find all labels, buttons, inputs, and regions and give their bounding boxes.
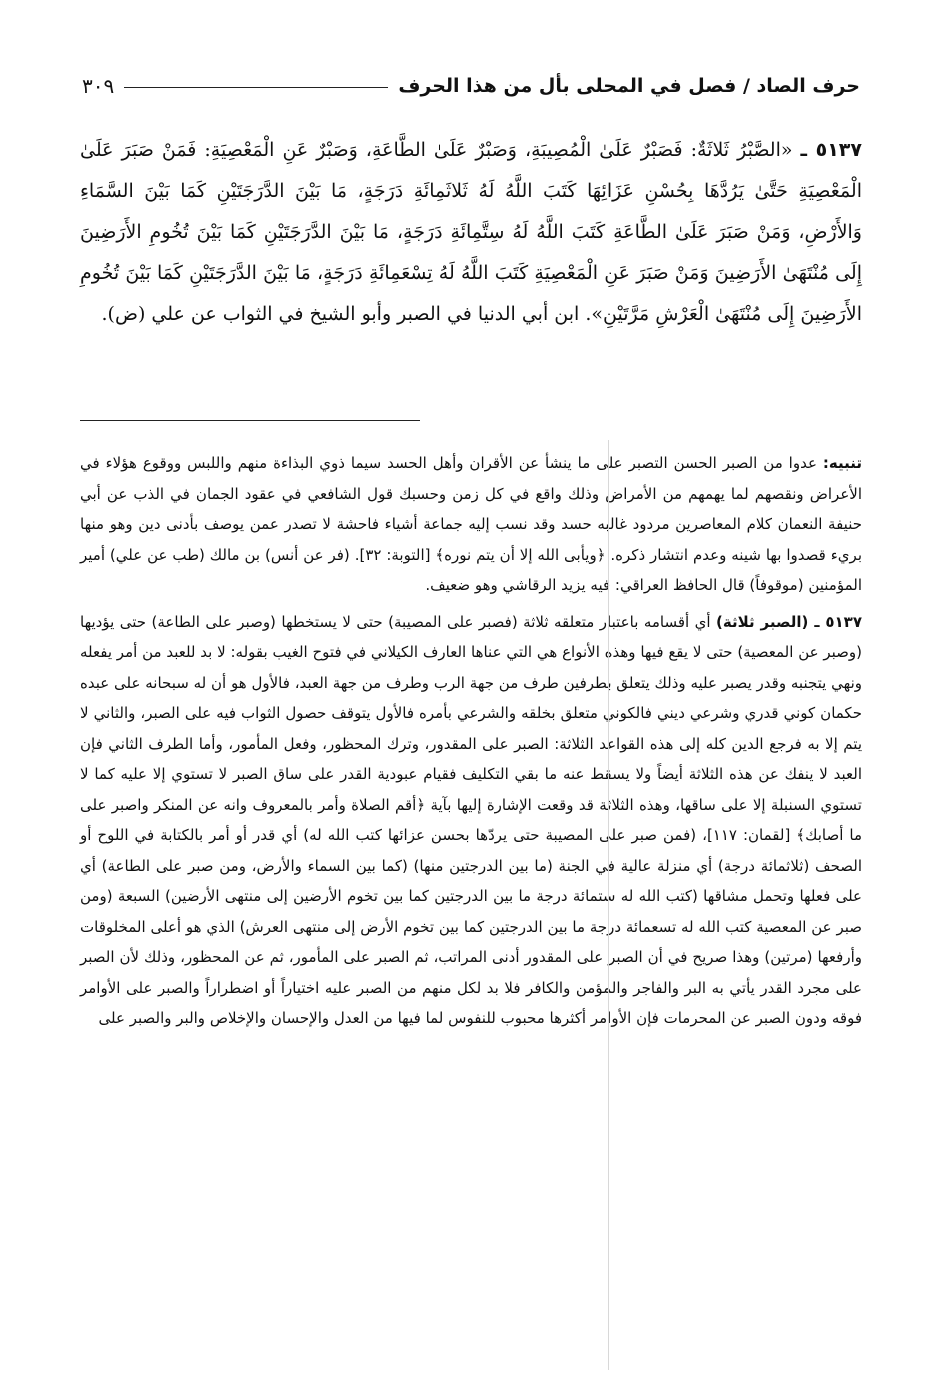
hadith-source: ابن أبي الدنيا في الصبر وأبو الشيخ في الثواب عن علي (ض). (101, 303, 580, 325)
explanation-text: أي أقسامه باعتبار متعلقه ثلاثة (فصبر على المصيبة) حتى لا يستخطها (وصبر على الطاعة) حتى يؤديها (وصبر عن المعصية) حتى لا يقع فيها وهذه الأنواع هي التي عناها العارف الكيلاني في فتوح الغيب بقوله: لا بد للعبد من أمر يفعله ونهي يتجنبه وقدر يصبر عليه وذلك يتعلق بطرفين طرف من جهة الرب وطرف من جهة العبد، فالأول هو أن له سبحانه على عبده حكمان كوني قدري وشرعي ديني فالكوني متعلق بخلقه والشرعي بأمره فالأول يتوقف حصول الثواب فيه على الصبر، والثاني لا يتم إلا به فرجع الدين كله إلى هذه القواعد الثلاثة: الصبر على المقدور، وترك المحظور، وفعل المأمور، وأما الطرف الثاني فإن العبد لا ينفك عن هذه الثلاثة أيضاً ولا يسقط عنه ما بقي التكليف فقيام عبودية القدر على ساق الصبر لا تستوي إلا عليه كما لا تستوي السنبلة إلا على ساقها، وهذه الثلاثة قد وقعت الإشارة إليها بآية ﴿أقم الصلاة وأمر بالمعروف وانه عن المنكر واصبر على ما أصابك﴾ [لقمان: ١١٧]، (فمن صبر على المصيبة حتى يردّها بحسن عزائها كتب الله له) أي قدر أو أمر بالكتابة في اللوح أو الصحف (ثلاثمائة درجة) أي منزلة عالية في الجنة (ما بين الدرجتين منها) (كما بين السماء والأرض، ومن صبر على الطاعة) أي على فعلها وتحمل مشاقها (كتب الله له ستمائة درجة ما بين الدرجتين كما بين تخوم الأرضين إلى منتهى الأرضين) السبعة (ومن صبر عن المعصية كتب الله له تسعمائة درجة ما بين الدرجتين كما بين تخوم الأرض إلى منتهى العرش) الذي هو أعلى المخلوقات وأرفعها (مرتين) وهذا صريح في أن الصبر على المقدور أدنى المراتب، ثم الصبر على المأمور، ثم عن المحظور، وذلك لأن الصبر على مجرد القدر يأتي به البر والفاجر والمؤمن والكافر فلا بد لكل منهم من الصبر عليه اختياراً أو اضطراراً والصبر على الأوامر فوقه ودون الصبر عن المحرمات فإن الأوامر أكثرها محبوب للنفوس لما فيها من العدل والإحسان والإخلاص والبر والصبر على (80, 612, 862, 1027)
scan-fold-line (608, 440, 609, 1370)
header-rule (124, 87, 388, 88)
hadith-text-block (80, 130, 862, 335)
running-header (82, 66, 860, 106)
hadith-number: ٥١٣٧ ـ (800, 139, 862, 161)
commentary-explanation-paragraph (80, 607, 862, 1034)
header-title: حرف الصاد / فصل في المحلى بأل من هذا الحرف (398, 75, 860, 97)
footnote-separator (80, 420, 420, 421)
commentary-note-paragraph (80, 448, 862, 601)
commentary-block (80, 448, 862, 1034)
page-number: ٣٠٩ (82, 74, 115, 98)
note-text: عدوا من الصبر الحسن التصبر على ما ينشأ عن الأقران وأهل الحسد سيما ذوي البذاءة منهم واللبس ووقوع هؤلاء في الأعراض ونقصهم لما يهمهم من الأمراض وذلك واقع في كل زمن وحسبك قول الشافعي في عقود الجمان في الذب عن أبي حنيفة النعمان كلام المعاصرين مردود غالبه حسد وقد نسب إليه جماعة أشياء فاحشة لا تصدر عمن يوصف بأدنى دين وهو منها بريء قصدوا بها شينه وعدم انتشار ذكره. ﴿ويأبى الله إلا أن يتم نوره﴾ [التوبة: ٣٢]. (فر عن أنس) بن مالك (طب عن علي) أمير المؤمنين (موقوفاً) قال الحافظ العراقي: فيه يزيد الرقاشي وهو ضعيف. (80, 454, 862, 594)
explanation-heading: ٥١٣٧ ـ (الصبر ثلاثة) (716, 612, 862, 631)
note-label: تنبيه: (822, 454, 862, 472)
hadith-text: «الصَّبْرُ ثَلاثَةٌ: فَصَبْرٌ عَلَىٰ الْمُصِيبَةِ، وَصَبْرٌ عَلَىٰ الطَّاعَةِ، وَصَبْرٌ عَنِ الْمَعْصِيَةِ: فَمَنْ صَبَرَ عَلَىٰ الْمَعْصِيَةِ حَتَّىٰ يَرُدَّهَا بِحُسْنِ عَزَائِهَا كَتَبَ اللَّهُ لَهُ ثَلاثَمِائَةِ دَرَجَةٍ، مَا بَيْنَ الدَّرَجَتَيْنِ كَمَا بَيْنَ السَّمَاءِ وَالأَرْضِ، وَمَنْ صَبَرَ عَلَىٰ الطَّاعَةِ كَتَبَ اللَّهُ لَهُ سِتَّمِائَةِ دَرَجَةٍ، مَا بَيْنَ الدَّرَجَتَيْنِ كَمَا بَيْنَ تُخُومِ الأَرَضِينَ إِلَى مُنْتَهَىٰ الأَرَضِينَ وَمَنْ صَبَرَ عَنِ الْمَعْصِيَةِ كَتَبَ اللَّهُ لَهُ تِسْعَمِائَةِ دَرَجَةٍ، مَا بَيْنَ الدَّرَجَتَيْنِ كَمَا بَيْنَ تُخُومِ الأَرَضِينَ إِلَى مُنْتَهَىٰ الْعَرْشِ مَرَّتَيْنِ». (80, 139, 862, 325)
